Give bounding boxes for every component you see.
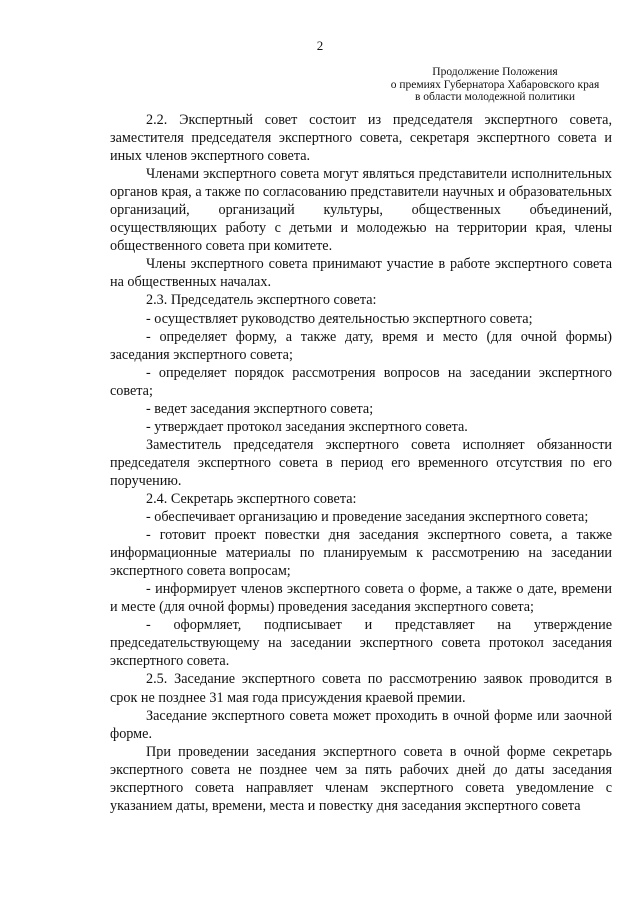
list-item: - готовит проект повестки дня заседания экспертного совета, а также информационные материалы по планируемым к рассмотрению на заседании экспертного совета вопросам;: [110, 527, 612, 580]
list-item: - осуществляет руководство деятельностью экспертного совета;: [146, 310, 533, 327]
paragraph-2-3: 2.3. Председатель экспертного совета:: [146, 292, 377, 309]
paragraph-2-2: 2.2. Экспертный совет состоит из председателя экспертного совета, заместителя председателя экспертного совета, секретаря экспертного совета и иных членов экспертного совета.: [110, 112, 612, 165]
list-item: - определяет форму, а также дату, время и место (для очной формы) заседания экспертного совета;: [110, 328, 612, 363]
paragraph-participation: Члены экспертного совета принимают участие в работе экспертного совета на общественных началах.: [110, 256, 612, 291]
list-item: - утверждает протокол заседания экспертного совета.: [146, 418, 468, 435]
list-item: - ведет заседания экспертного совета;: [146, 400, 374, 417]
document-header: [340, 66, 640, 104]
list-item: - обеспечивает организацию и проведение заседания экспертного совета;: [146, 509, 589, 526]
document-body: [110, 111, 612, 815]
header-line-3: в области молодежной политики: [414, 91, 576, 103]
page-number: 2: [316, 38, 324, 53]
paragraph-deputy: Заместитель председателя экспертного совета исполняет обязанности председателя экспертного совета в период его временного отсутствия по его поручению.: [110, 436, 612, 489]
paragraph-2-5: 2.5. Заседание экспертного совета по рассмотрению заявок проводится в срок не позднее 31 мая года присуждения краевой премии.: [110, 671, 612, 706]
header-line-1: Продолжение Положения: [432, 66, 558, 78]
paragraph-in-person: При проведении заседания экспертного совета в очной форме секретарь экспертного совета не позднее чем за пять рабочих дней до даты заседания экспертного совета направляет членам экспертного совета уведомление с указанием даты, времени, места и повестку дня заседания экспертного совета: [110, 743, 612, 814]
paragraph-2-4: 2.4. Секретарь экспертного совета:: [146, 490, 357, 507]
header-line-2: о премиях Губернатора Хабаровского края: [390, 78, 600, 91]
list-item: - определяет порядок рассмотрения вопросов на заседании экспертного совета;: [110, 364, 612, 399]
paragraph-members: Членами экспертного совета могут являться представители исполнительных органов края, а также по согласованию представители научных и образовательных организаций, организаций культуры, общественных объединений, осуществляющих работу с детьми и молодежью на территории края, члены общественного совета при комитете.: [110, 166, 612, 255]
list-item: - оформляет, подписывает и представляет на утверждение председательствующему на заседании экспертного совета протокол заседания экспертного совета.: [110, 617, 612, 670]
paragraph-meeting-form: Заседание экспертного совета может проходить в очной форме или заочной форме.: [110, 707, 612, 742]
list-item: - информирует членов экспертного совета о форме, а также о дате, времени и месте (для очной формы) проведения заседания экспертного совета;: [110, 581, 612, 616]
